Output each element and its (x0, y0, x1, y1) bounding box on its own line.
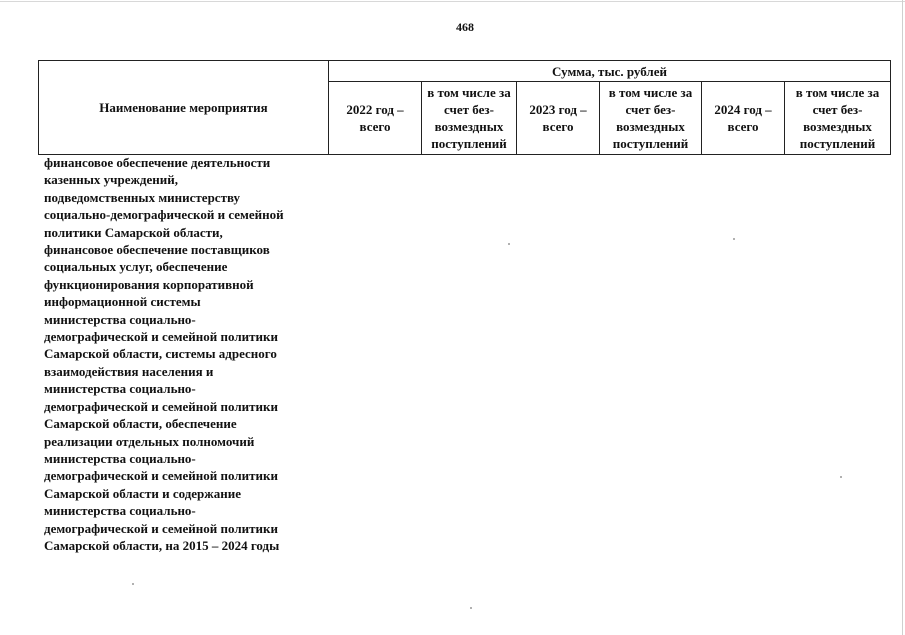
activity-description: финансовое обеспечение деятельности казенных учреждений, подведомственных министерству социально-демографической и семейной политики Самарской области, финансовое обеспечение поставщиков социальных услуг, обеспечение функционирования корпоративной информационной системы министерства социально- демографической и семейной политики Самарской области, системы адресного взаимодействия населения и министерства социально- демографической и семейной политики Самарской области, обеспечение реализации отдельных полномочий министерства социально- демографической и семейной политики Самарской области и содержание министерства социально- демографической и семейной политики Самарской области, на 2015 – 2024 годы (44, 155, 284, 553)
column-header-sum: Сумма, тыс. рублей (329, 61, 891, 82)
page-number: 468 (456, 20, 474, 34)
right-edge-line (902, 0, 903, 635)
scan-speck (470, 607, 472, 609)
scan-speck (132, 583, 134, 585)
scan-speck (508, 243, 510, 245)
scan-speck (840, 476, 842, 478)
column-header-2022-grants: в том числе за счет без-возмездных поступлений (422, 82, 517, 155)
column-header-2024-grants: в том числе за счет без-возмездных поступлений (785, 82, 891, 155)
column-header-2024-total: 2024 год – всего (702, 82, 785, 155)
column-header-name: Наименование мероприятия (39, 61, 329, 155)
top-edge-line (0, 1, 905, 2)
column-header-2023-total: 2023 год – всего (517, 82, 600, 155)
scan-speck (733, 238, 735, 240)
budget-table-header (38, 60, 891, 155)
column-header-2023-grants: в том числе за счет без-возмездных поступлений (600, 82, 702, 155)
column-header-2022-total: 2022 год – всего (329, 82, 422, 155)
